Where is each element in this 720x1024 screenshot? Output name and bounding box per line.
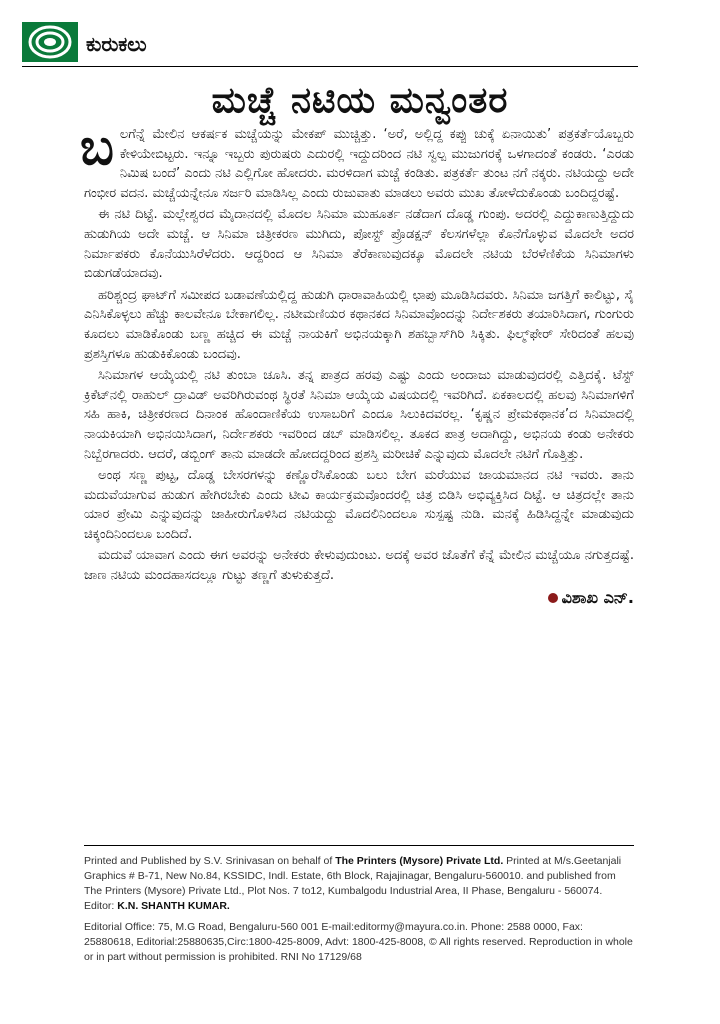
author-name: ವಿಶಾಖ ಎನ್. — [561, 587, 634, 607]
imprint-publisher: Printed and Published by S.V. Srinivasan on behalf of The Printers (Mysore) Private Ltd. Printed at M/s.Geetanjali Graphics # B-71, New No.84, KSSIDC, Indl. Estate, 6th Block, Rajajinagar, Bengaluru-560010. and published from The Printers (Mysore) Private Ltd., Plot Nos. 7 to12, Kumbalgodu Industrial Area, II Phase, Bengaluru - 560074. Editor: K.N. SHANTH KUMAR. — [84, 855, 622, 912]
article-body — [80, 118, 634, 608]
byline — [84, 588, 634, 608]
paragraph-5: ಅಂಥ ಸಣ್ಣ ಪುಟ್ಟ, ದೊಡ್ಡ ಬೇಸರಗಳನ್ನು ಕಣ್ಣೊರೆಸಿಕೊಂಡು ಬಲು ಬೇಗ ಮರೆಯುವ ಜಾಯಮಾನದ ನಟಿ ಇವರು. ತಾನು ಮದುವೆಯಾಗುವ ಹುಡುಗ ಹೇಗಿರಬೇಕು ಎಂದು ಟೀವಿ ಕಾರ್ಯಕ್ರಮವೊಂದರಲ್ಲಿ ಚಿತ್ರ ಬಿಡಿಸಿ ಅಭಿವ್ಯಕ್ತಿಸಿದ ದಿಟ್ಟೆ. ಆ ಚಿತ್ರದಲ್ಲೇ ತಾನು ಯಾರ ಪ್ರೇಮಿ ಎನ್ನುವುದನ್ನು ಜಾಹೀರುಗೊಳಿಸಿದ ನಟಿಯದ್ದು ಮೊದಲಿನಿಂದಲೂ ಸುಸ್ಪಷ್ಟ ನುಡಿ. ಮನಕ್ಕೆ ಹಿಡಿಸಿದ್ದನ್ನೇ ಮಾಡುವುದು ಚಿಕ್ಕಂದಿನಿಂದಲೂ ಬಂದಿದೆ. — [84, 468, 634, 542]
paragraph-2: ಈ ನಟಿ ದಿಟ್ಟೆ. ಮಲ್ಲೇಶ್ವರದ ಮೈದಾನದಲ್ಲಿ ಮೊದಲ ಸಿನಿಮಾ ಮುಹೂರ್ತ ನಡೆದಾಗ ದೊಡ್ಡ ಗುಂಪು. ಅದರಲ್ಲಿ ಎದ್ದುಕಾಣುತ್ತಿದ್ದುದು ಹುಡುಗಿಯ ಅದೇ ಮಚ್ಚೆ. ಆ ಸಿನಿಮಾ ಚಿತ್ರೀಕರಣ ಮುಗಿದು, ಪೋಸ್ಟ್ ಪ್ರೊಡಕ್ಷನ್ ಕೆಲಸಗಳೆಲ್ಲಾ ಕೊನೆಗೊಳ್ಳುವ ಮೊದಲೇ ಅದರ ನಿರ್ಮಾಪಕರು ಕೊನೆಯುಸಿರೆಳೆದರು. ಆದ್ದರಿಂದ ಆ ಸಿನಿಮಾ ತೆರೆಕಾಣುವುದಕ್ಕೂ ಮೊದಲೇ ನಟಿಯ ಬೆರಳೆಣಿಕೆಯ ಸಿನಿಮಾಗಳು ಬಿಡುಗಡೆಯಾದವು. — [84, 207, 634, 282]
paragraph-3: ಹರಿಶ್ಚಂದ್ರ ಘಾಟ್‌ಗೆ ಸಮೀಪದ ಬಡಾವಣೆಯಲ್ಲಿದ್ದ ಹುಡುಗಿ ಧಾರಾವಾಹಿಯಲ್ಲಿ ಛಾಪು ಮೂಡಿಸಿದವರು. ಸಿನಿಮಾ ಜಗತ್ತಿಗೆ ಕಾಲಿಟ್ಟು, ಸೈ ಎನಿಸಿಕೊಳ್ಳಲು ಹೆಚ್ಚು ಕಾಲವೇನೂ ಬೇಕಾಗಲಿಲ್ಲ. ನಟೀಮಣಿಯರ ಕಥಾನಕದ ಸಿನಿಮಾವೊಂದನ್ನು ನಿರ್ದೇಶಕರು ತಯಾರಿಸಿದಾಗ, ಗುಂಗುರು ಕೂದಲು ಮಾಡಿಕೊಂಡು ಬಣ್ಣ ಹಚ್ಚಿದ ಈ ಮಚ್ಚೆ ನಾಯಕಿಗೆ ಅಭಿನಯಕ್ಕಾಗಿ ಶಹಬ್ಬಾಸ್‌ಗಿರಿ ಸಿಕ್ಕಿತು. ಫಿಲ್ಮ್‌ಫೇರ್ ಸೇರಿದಂತೆ ಹಲವು ಪ್ರಶಸ್ತಿಗಳೂ ಹುಡುಕಿಕೊಂಡು ಬಂದವು. — [84, 287, 634, 362]
paragraph-1-text: ಲಗೆನ್ನೆ ಮೇಲಿನ ಆಕರ್ಷಕ ಮಚ್ಚೆಯನ್ನು ಮೇಕಪ್ ಮುಚ್ಚಿತ್ತು. ‘ಅರೆ, ಅಲ್ಲಿದ್ದ ಕಪ್ಪು ಚುಕ್ಕೆ ಏನಾಯಿತು’ ಪತ್ರಕರ್ತೆಯೊಬ್ಬರು ಕೇಳಿಯೇಬಿಟ್ಟರು. ಇನ್ನೂ ಇಬ್ಬರು ಪುರುಷರು ಎದುರಲ್ಲಿ ಇದ್ದುದರಿಂದ ನಟಿ ಸ್ವಲ್ಪ ಮುಜುಗರಕ್ಕೆ ಒಳಗಾದಂತೆ ಕಂಡರು. ‘ಎರಡು ನಿಮಿಷ ಬಂದೆ’ ಎಂದು ನಟಿ ಎಲ್ಲಿಗೋ ಹೋದರು. ಮರಳಿದಾಗ ಮಚ್ಚೆ ಕಂಡಿತು. ಪತ್ರಕರ್ತೆ ತುಂಟ ನಗೆ ನಕ್ಕರು. ನಟಿಯದ್ದು ಅದೇ ಗಂಭೀರ ವದನ. ಮಚ್ಚೆಯನ್ನೇನೂ ಸರ್ಜರಿ ಮಾಡಿಸಿಲ್ಲ ಎಂದು ರುಜುವಾತು ಮಾಡಲು ಅವರು ಮುಖ ತೋಳೆದುಕೊಂಡು ಬಂದಿದ್ದರಷ್ಟೆ. — [84, 127, 634, 201]
bullet-dot-icon — [548, 593, 558, 603]
page-header — [22, 22, 638, 67]
drop-cap: ಬ — [80, 118, 114, 176]
paragraph-4: ಸಿನಿಮಾಗಳ ಆಯ್ಕೆಯಲ್ಲಿ ನಟಿ ತುಂಬಾ ಚೂಸಿ. ತನ್ನ ಪಾತ್ರದ ಹರವು ಎಷ್ಟು ಎಂದು ಅಂದಾಜು ಮಾಡುವುದರಲ್ಲಿ ಎತ್ತಿದಕೈ. ಟೆಸ್ಟ್ ಕ್ರಿಕೆಟ್‌ನಲ್ಲಿ ರಾಹುಲ್ ದ್ರಾವಿಡ್ ಅವರಿಗಿರುವಂಥ ಸ್ಥಿರತೆ ಸಿನಿಮಾ ಆಯ್ಕೆಯ ವಿಷಯದಲ್ಲಿ ಇವರಿಗಿದೆ. ಏಕಕಾಲದಲ್ಲಿ ಹಲವು ಸಿನಿಮಾಗಳಿಗೆ ಸಹಿ ಹಾಕಿ, ಚಿತ್ರೀಕರಣದ ದಿನಾಂಕ ಹೊಂದಾಣಿಕೆಯ ಉಸಾಬರಿಗೆ ಎಂದೂ ಸಿಲುಕಿದವರಲ್ಲ. ‘ಕೃಷ್ಣನ ಪ್ರೇಮಕಥಾನಕ’ದ ಸಿನಿಮಾದಲ್ಲಿ ನಾಯಕಿಯಾಗಿ ಅಭಿನಯಿಸಿದಾಗ, ನಿರ್ದೇಶಕರು ಇವರಿಂದ ಡಬ್ ಮಾಡಿಸಲಿಲ್ಲ. ತೂಕದ ಪಾತ್ರ ಅದಾಗಿದ್ದು, ಅಭಿನಯ ಕಂಡು ಅನೇಕರು ನಿಬ್ಬೆರಗಾದರು. ಆದರೆ, ಡಬ್ಬಿಂಗ್ ತಾನು ಮಾಡದೇ ಹೋದದ್ದರಿಂದ ಪ್ರಶಸ್ತಿ ಮರೀಚಿಕೆ ಎನ್ನುವುದು ಮೊದಲೇ ನಟಿಗೆ ಗೊತ್ತಿತ್ತು. — [84, 368, 634, 462]
article-title: ಮಚ್ಚೆ ನಟಿಯ ಮನ್ವಂತರ — [211, 80, 509, 121]
paragraph-1 — [80, 118, 634, 203]
paragraph-6: ಮದುವೆ ಯಾವಾಗ ಎಂದು ಈಗ ಅವರನ್ನು ಅನೇಕರು ಕೇಳುವುದುಂಟು. ಅದಕ್ಕೆ ಅವರ ಜೊತೆಗೆ ಕೆನ್ನೆ ಮೇಲಿನ ಮಚ್ಚೆಯೂ ನಗುತ್ತದಷ್ಟೆ. ಜಾಣ ನಟಿಯ ಮಂದಹಾಸದಲ್ಲೂ ಗುಟ್ಟು ತಣ್ಣಗೆ ತುಳುಕುತ್ತದೆ. — [84, 548, 634, 584]
channel-logo-icon — [22, 22, 78, 62]
imprint-contact: Editorial Office: 75, M.G Road, Bengaluru-560 001 E-mail:editormy@mayura.co.in. Phone: 2588 0000, Fax: 25880618, Editorial:25880635,Circ:1800-425-8009, Advt: 1800-425-8008, © All rights reserved. Reproduction in whole or in part without permission is prohibited. RNI No 17129/68 — [84, 921, 633, 963]
imprint-block — [84, 845, 634, 971]
editor-name: K.N. SHANTH KUMAR. — [117, 900, 230, 912]
section-label: ಕುರುಕಲು — [86, 32, 147, 56]
